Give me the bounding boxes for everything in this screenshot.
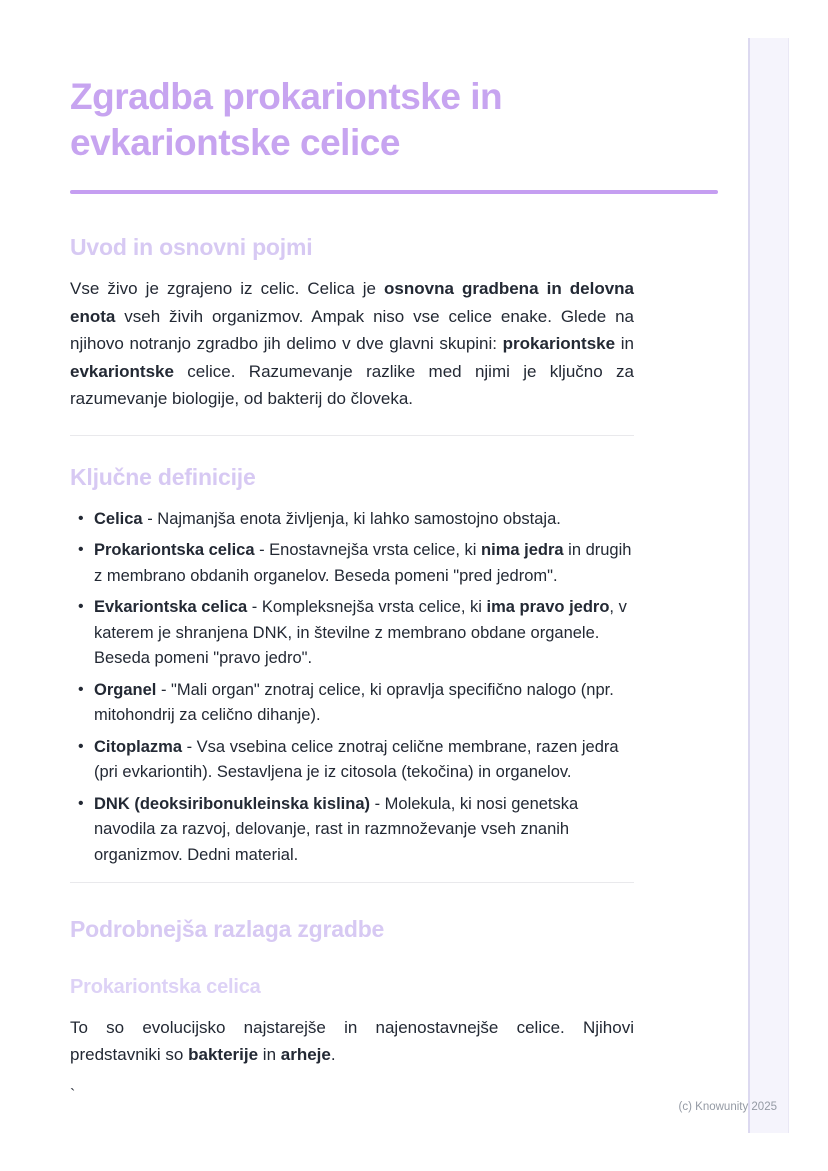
definition-item: • Celica - Najmanjša enota življenja, ki lahko samostojno obstaja.: [70, 507, 634, 533]
definition-item: • Organel - "Mali organ" znotraj celice, ki opravlja specifično nalogo (npr. mitohondrij za celično dihanje).: [70, 678, 634, 729]
definition-item: • DNK (deoksiribonukleinska kislina) - Molekula, ki nosi genetska navodila za razvoj, delovanje, rast in razmnoževanje vseh znanih organizmov. Dedni material.: [70, 792, 634, 869]
section-heading-intro: Uvod in osnovni pojmi: [70, 234, 313, 260]
copyright-notice: (c) Knowunity 2025: [678, 1101, 777, 1113]
section-divider: [70, 882, 634, 883]
subsection-heading-prokaryotic: Prokariontska celica: [70, 976, 261, 998]
intro-paragraph: Vse živo je zgrajeno iz celic. Celica je osnovna gradbena in delovna enota vseh živih organizmov. Ampak niso vse celice enake. Glede na njihovo notranjo zgradbo jih delimo v dve glavni skupini: prokariontske in evkariontske celice. Razumevanje razlike med njimi je ključno za razumevanje biologije, od bakterij do človeka.: [70, 279, 635, 408]
section-heading-definitions: Ključne definicije: [70, 463, 256, 490]
definitions-list: [70, 507, 634, 869]
stray-backtick: `: [70, 1087, 76, 1104]
page-title: Zgradba prokariontske in evkariontske celice: [70, 76, 503, 163]
definition-item: • Prokariontska celica - Enostavnejša vrsta celice, ki nima jedra in drugih z membrano obdanih organelov. Beseda pomeni "pred jedrom".: [70, 538, 634, 589]
section-divider: [70, 435, 634, 436]
definition-item: • Citoplazma - Vsa vsebina celice znotraj celične membrane, razen jedra (pri evkariontih). Sestavljena je iz citosola (tekočina) in organelov.: [70, 735, 634, 786]
prokaryotic-paragraph: To so evolucijsko najstarejše in najenostavnejše celice. Njihovi predstavniki so bakterije in arheje.: [70, 1018, 634, 1064]
scrollbar-track[interactable]: [748, 38, 789, 1133]
section-heading-details: Podrobnejša razlaga zgradbe: [70, 916, 385, 942]
document-content: [70, 0, 634, 1106]
title-underline-rule: [70, 190, 718, 194]
definition-item: • Evkariontska celica - Kompleksnejša vrsta celice, ki ima pravo jedro, v katerem je shranjena DNK, in številne z membrano obdane organele. Beseda pomeni "pravo jedro".: [70, 595, 634, 672]
